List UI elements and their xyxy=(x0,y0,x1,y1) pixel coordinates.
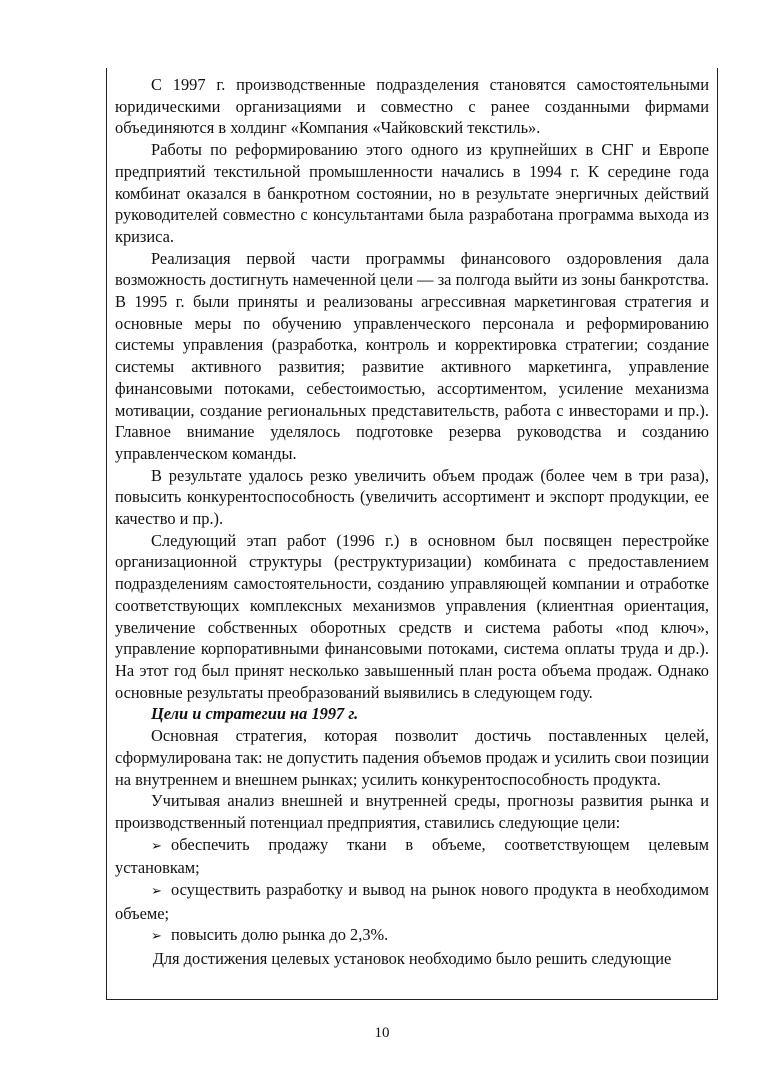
paragraph-results: В результате удалось резко увеличить объем продаж (более чем в три раза), повысить конкурентоспособность (увеличить ассортимент и экспорт продукции, ее качество и пр.). xyxy=(115,465,709,529)
page-number: 10 xyxy=(374,1025,390,1041)
bullet-item xyxy=(115,879,709,924)
bullet-text: осуществить разработку и вывод на рынок нового продукта в необходимом объеме; xyxy=(115,880,709,923)
document-body xyxy=(115,74,709,970)
paragraph-continuation: Для достижения целевых установок необходимо было решить следующие xyxy=(152,949,672,969)
bullet-item xyxy=(115,834,709,879)
arrow-bullet-icon: ➢ xyxy=(151,838,162,854)
paragraph-financial-recovery: Реализация первой части программы финансового оздоровления дала возможность достигнуть намеченной цели — за полгода выйти из зоны банкротства. В 1995 г. были приняты и реализованы агрессивная маркетинговая стратегия и основные меры по обучению управленческого персонала и реформированию системы управления (разработка, контроль и корректировка стратегии; создание системы активного развития; развитие активного маркетинга, управление финансовыми потоками, себестоимостью, ассортиментом, усиление механизма мотивации, создание региональных представительств, работа с инвесторами и пр.). Главное внимание уделялось подготовке резерва руководства и созданию управленческом команды. xyxy=(115,248,709,463)
bullet-text: повысить долю рынка до 2,3%. xyxy=(171,925,389,945)
bullet-text: обеспечить продажу ткани в объеме, соответствующем целевым установкам; xyxy=(115,834,709,878)
paragraph-goals-intro: Учитывая анализ внешней и внутренней среды, прогнозы развития рынка и производственный потенциал предприятия, ставились следующие цели: xyxy=(115,791,709,832)
bullet-item xyxy=(115,924,709,948)
arrow-bullet-icon: ➢ xyxy=(151,929,162,945)
section-heading: Цели и стратегии на 1997 г. xyxy=(151,704,359,724)
paragraph-reform-start: Работы по реформированию этого одного из крупнейших в СНГ и Европе предприятий текстильной промышленности начались в 1994 г. К середине года комбинат оказался в банкротном состоянии, но в результате энергичных действий руководителей совместно с консультантами была разработана программа выхода из кризиса. xyxy=(115,140,709,246)
paragraph-restructuring: Следующий этап работ (1996 г.) в основном был посвящен перестройке организационной структуры (реструктуризации) комбината с предоставлением подразделениям самостоятельности, созданию управляющей компании и отработке соответствующих комплексных механизмов управления (клиентная ориентация, увеличение собственных оборотных средств и система работы «под ключ», управление корпоративными финансовыми потоками, система оплаты труда и др.). На этот год был принят несколько завышенный план роста объема продаж. Однако основные результаты преобразований выявились в следующем году. xyxy=(115,530,709,702)
paragraph-holding: С 1997 г. производственные подразделения становятся самостоятельными юридическими организациями и совместно с ранее созданными фирмами объединяются в холдинг «Компания «Чайковский текстиль». xyxy=(115,75,709,138)
page-frame xyxy=(106,68,718,1000)
arrow-bullet-icon: ➢ xyxy=(151,884,162,900)
paragraph-strategy: Основная стратегия, которая позволит достичь поставленных целей, сформулирована так: не допустить падения объемов продаж и усилить свои позиции на внутреннем и внешнем рынках; усилить конкурентоспособность продукта. xyxy=(115,726,709,789)
